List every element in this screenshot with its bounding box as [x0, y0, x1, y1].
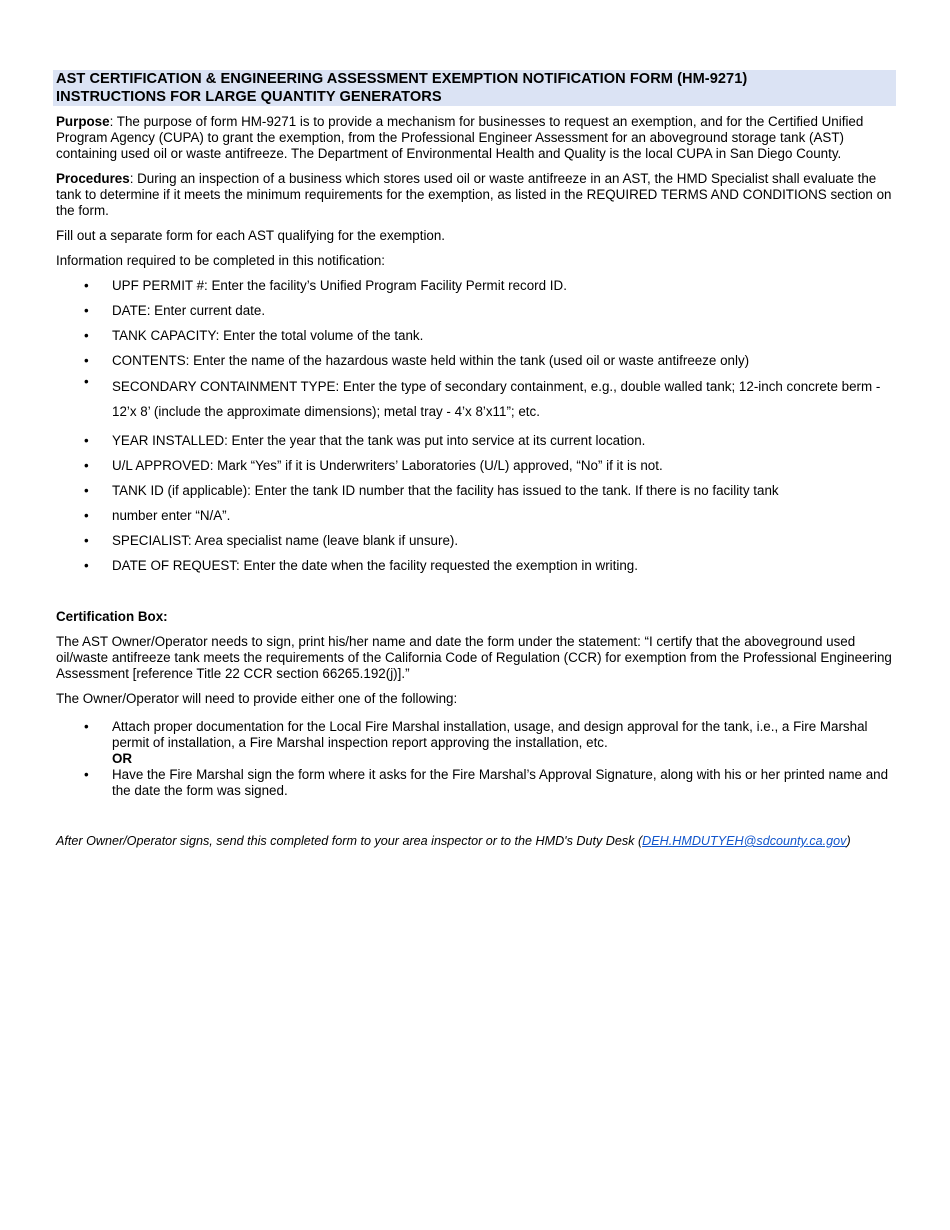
instruction-text: SPECIALIST: Area specialist name (leave blank if unsure). — [112, 533, 459, 548]
form-subtitle: INSTRUCTIONS FOR LARGE QUANTITY GENERATORS — [56, 89, 442, 105]
list-item — [56, 374, 896, 424]
list-item — [56, 508, 896, 524]
instruction-text: SECONDARY CONTAINMENT TYPE: Enter the type of secondary containment, e.g., double walled tank; 12-inch concrete berm - 12’x 8’ (include the approximate dimensions); metal tray - 4’x 8’x11”; etc. — [112, 379, 881, 419]
instruction-text: DATE: Enter current date. — [112, 303, 266, 318]
list-item — [56, 767, 896, 799]
instruction-text: UPF PERMIT #: Enter the facility’s Unified Program Facility Permit record ID. — [112, 278, 567, 293]
bullet-icon: • — [84, 328, 89, 343]
bullet-icon: • — [84, 374, 89, 389]
separate-form-note: Fill out a separate form for each AST qualifying for the exemption. — [56, 228, 446, 243]
or-separator: OR — [112, 751, 133, 766]
provide-heading: The Owner/Operator will need to provide either one of the following: — [56, 691, 458, 706]
form-title: AST CERTIFICATION & ENGINEERING ASSESSMENT EXEMPTION NOTIFICATION FORM (HM-9271) — [56, 71, 748, 87]
footer-note — [56, 833, 896, 849]
bullet-icon: • — [84, 508, 89, 523]
bullet-icon: • — [84, 533, 89, 548]
list-item — [56, 533, 896, 549]
instruction-text: YEAR INSTALLED: Enter the year that the tank was put into service at its current location. — [112, 433, 646, 448]
list-item — [56, 433, 896, 449]
instruction-text: CONTENTS: Enter the name of the hazardous waste held within the tank (used oil or waste antifreeze only) — [112, 353, 750, 368]
duty-desk-email-link[interactable]: DEH.HMDUTYEH@sdcounty.ca.gov — [642, 834, 847, 848]
list-item — [56, 558, 896, 574]
instruction-text: TANK ID (if applicable): Enter the tank ID number that the facility has issued to the tank. If there is no facility tank — [112, 483, 779, 498]
instruction-text: TANK CAPACITY: Enter the total volume of the tank. — [112, 328, 424, 343]
purpose-label: Purpose — [56, 114, 110, 129]
bullet-icon: • — [84, 719, 89, 734]
list-item — [56, 458, 896, 474]
footer-text-end: ) — [846, 834, 851, 848]
option-text: Attach proper documentation for the Local Fire Marshal installation, usage, and design approval for the tank, i.e., a Fire Marshal permit of installation, a Fire Marshal inspection report approving the installation, etc. — [112, 719, 868, 750]
bullet-icon: • — [84, 433, 89, 448]
purpose-paragraph — [56, 114, 896, 162]
bullet-icon: • — [84, 767, 89, 782]
certification-statement: The AST Owner/Operator needs to sign, print his/her name and date the form under the statement: “I certify that the aboveground used oil/waste antifreeze tank meets the requirements of the California Code of Regulation (CCR) for exemption from the Professional Engineering Assessment [reference Title 22 CCR section 66265.192(j)].” — [56, 634, 892, 681]
bullet-icon: • — [84, 458, 89, 473]
procedures-label: Procedures — [56, 171, 130, 186]
bullet-icon: • — [84, 303, 89, 318]
list-item — [56, 719, 896, 767]
title-banner — [53, 70, 896, 106]
bullet-icon: • — [84, 278, 89, 293]
bullet-icon: • — [84, 483, 89, 498]
instruction-text: number enter “N/A”. — [112, 508, 231, 523]
instruction-list — [56, 278, 896, 574]
instruction-text: DATE OF REQUEST: Enter the date when the facility requested the exemption in writing. — [112, 558, 638, 573]
list-item — [56, 328, 896, 344]
option-text: Have the Fire Marshal sign the form where it asks for the Fire Marshal’s Approval Signature, along with his or her printed name and the date the form was signed. — [112, 767, 889, 798]
info-required-heading: Information required to be completed in this notification: — [56, 253, 385, 268]
list-item — [56, 303, 896, 319]
list-item — [56, 483, 896, 499]
list-item — [56, 278, 896, 294]
instruction-page — [56, 70, 896, 849]
footer-text: After Owner/Operator signs, send this completed form to your area inspector or to the HMD's Duty Desk ( — [56, 834, 643, 848]
purpose-text: : The purpose of form HM-9271 is to provide a mechanism for businesses to request an exemption, and for the Certified Unified Program Agency (CUPA) to grant the exemption, from the Professional Engineer Assessment for an aboveground storage tank (AST) containing used oil or waste antifreeze. The Department of Environmental Health and Quality is the local CUPA in San Diego County. — [56, 114, 864, 161]
procedures-text: : During an inspection of a business which stores used oil or waste antifreeze in an AST, the HMD Specialist shall evaluate the tank to determine if it meets the minimum requirements for the exemption, as listed in the REQUIRED TERMS AND CONDITIONS section on the form. — [56, 171, 892, 218]
procedures-paragraph — [56, 171, 896, 219]
certification-heading: Certification Box: — [56, 609, 168, 624]
bullet-icon: • — [84, 353, 89, 368]
instruction-text: U/L APPROVED: Mark “Yes” if it is Underwriters’ Laboratories (U/L) approved, “No” if it is not. — [112, 458, 663, 473]
options-list — [56, 719, 896, 799]
bullet-icon: • — [84, 558, 89, 573]
list-item — [56, 353, 896, 369]
